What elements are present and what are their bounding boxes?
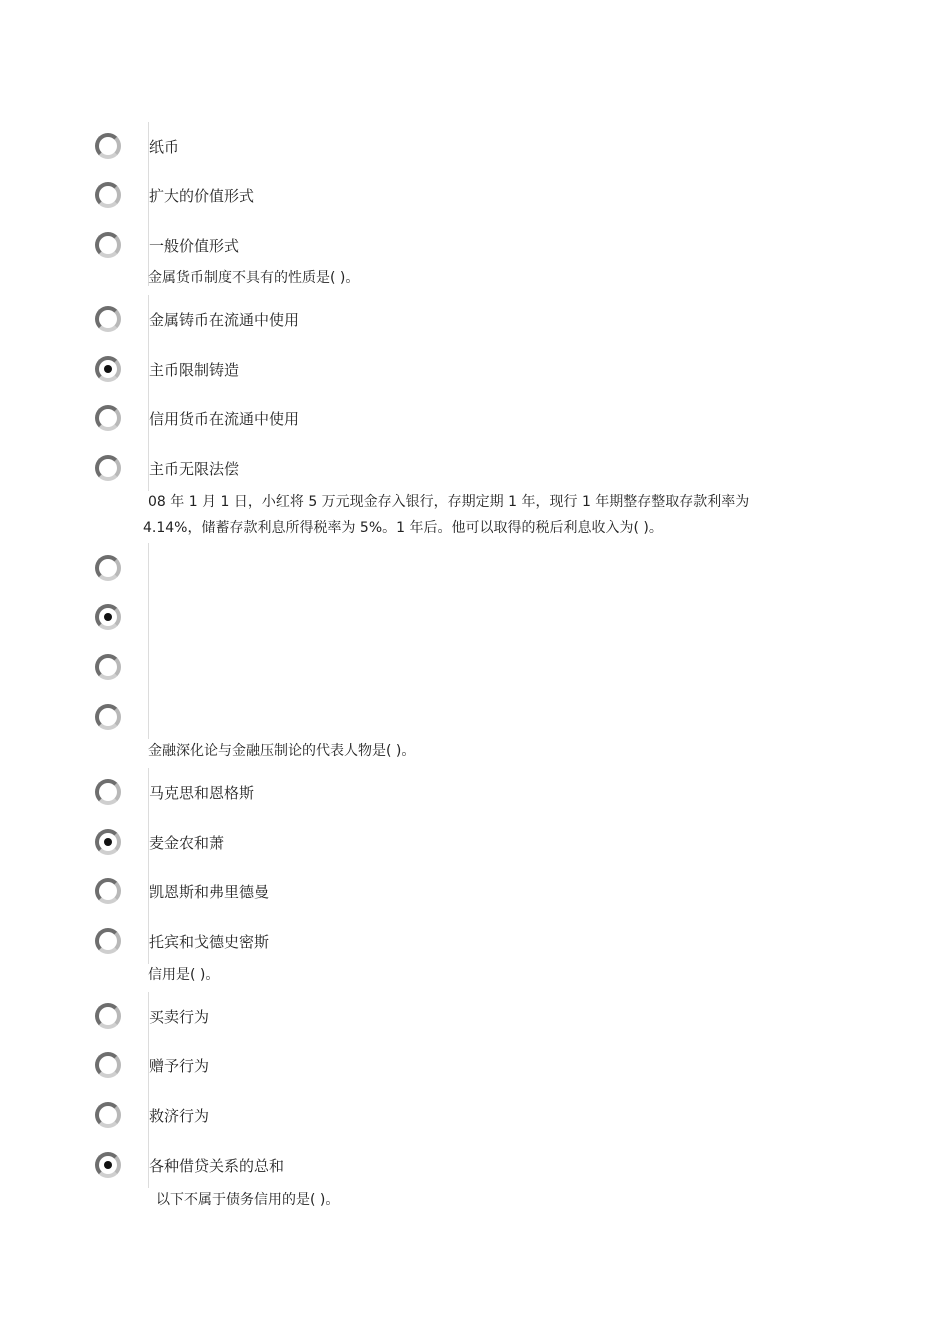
radio-option-selected[interactable] (95, 829, 121, 855)
option-label: 赠予行为 (149, 1057, 210, 1075)
question-text: 金属货币制度不具有的性质是( )。 (148, 270, 360, 286)
option-label: 买卖行为 (149, 1008, 210, 1026)
option-label: 凯恩斯和弗里德曼 (149, 883, 270, 901)
radio-option-selected[interactable] (95, 1152, 121, 1178)
question-text: 以下不属于债务信用的是( )。 (156, 1192, 340, 1208)
option-label: 信用货币在流通中使用 (149, 410, 300, 428)
radio-option[interactable] (95, 1003, 121, 1029)
question-text: 08 年 1 月 1 日，小红将 5 万元现金存入银行，存期定期 1 年，现行 1 年期整存整取存款利率为 (148, 494, 750, 510)
option-label: 救济行为 (149, 1107, 210, 1125)
radio-option[interactable] (95, 878, 121, 904)
option-label: 主币无限法偿 (149, 460, 240, 478)
radio-option-general-value-form[interactable] (95, 232, 121, 258)
radio-option[interactable] (95, 405, 121, 431)
option-label: 麦金农和萧 (149, 834, 225, 852)
option-label: 金属铸币在流通中使用 (149, 311, 300, 329)
radio-option-expanded-value-form[interactable] (95, 182, 121, 208)
question-text: 金融深化论与金融压制论的代表人物是( )。 (148, 743, 416, 759)
divider-line (148, 543, 149, 739)
radio-option[interactable] (95, 654, 121, 680)
radio-option[interactable] (95, 1102, 121, 1128)
radio-option[interactable] (95, 306, 121, 332)
option-label: 托宾和戈德史密斯 (149, 933, 270, 951)
option-label: 各种借贷关系的总和 (149, 1157, 285, 1175)
radio-option[interactable] (95, 555, 121, 581)
radio-option[interactable] (95, 928, 121, 954)
radio-option[interactable] (95, 704, 121, 730)
question-text: 4.14%，储蓄存款利息所得税率为 5%。1 年后。他可以取得的税后利息收入为( )。 (143, 520, 663, 536)
radio-option[interactable] (95, 455, 121, 481)
option-label: 纸币 (149, 138, 180, 156)
option-label: 一般价值形式 (149, 237, 240, 255)
radio-option[interactable] (95, 779, 121, 805)
question-text: 信用是( )。 (148, 967, 220, 983)
radio-option-selected[interactable] (95, 356, 121, 382)
radio-option-selected[interactable] (95, 604, 121, 630)
radio-option-paper-money[interactable] (95, 133, 121, 159)
radio-option[interactable] (95, 1052, 121, 1078)
option-label: 主币限制铸造 (149, 361, 240, 379)
option-label: 马克思和恩格斯 (149, 784, 255, 802)
option-label: 扩大的价值形式 (149, 187, 255, 205)
